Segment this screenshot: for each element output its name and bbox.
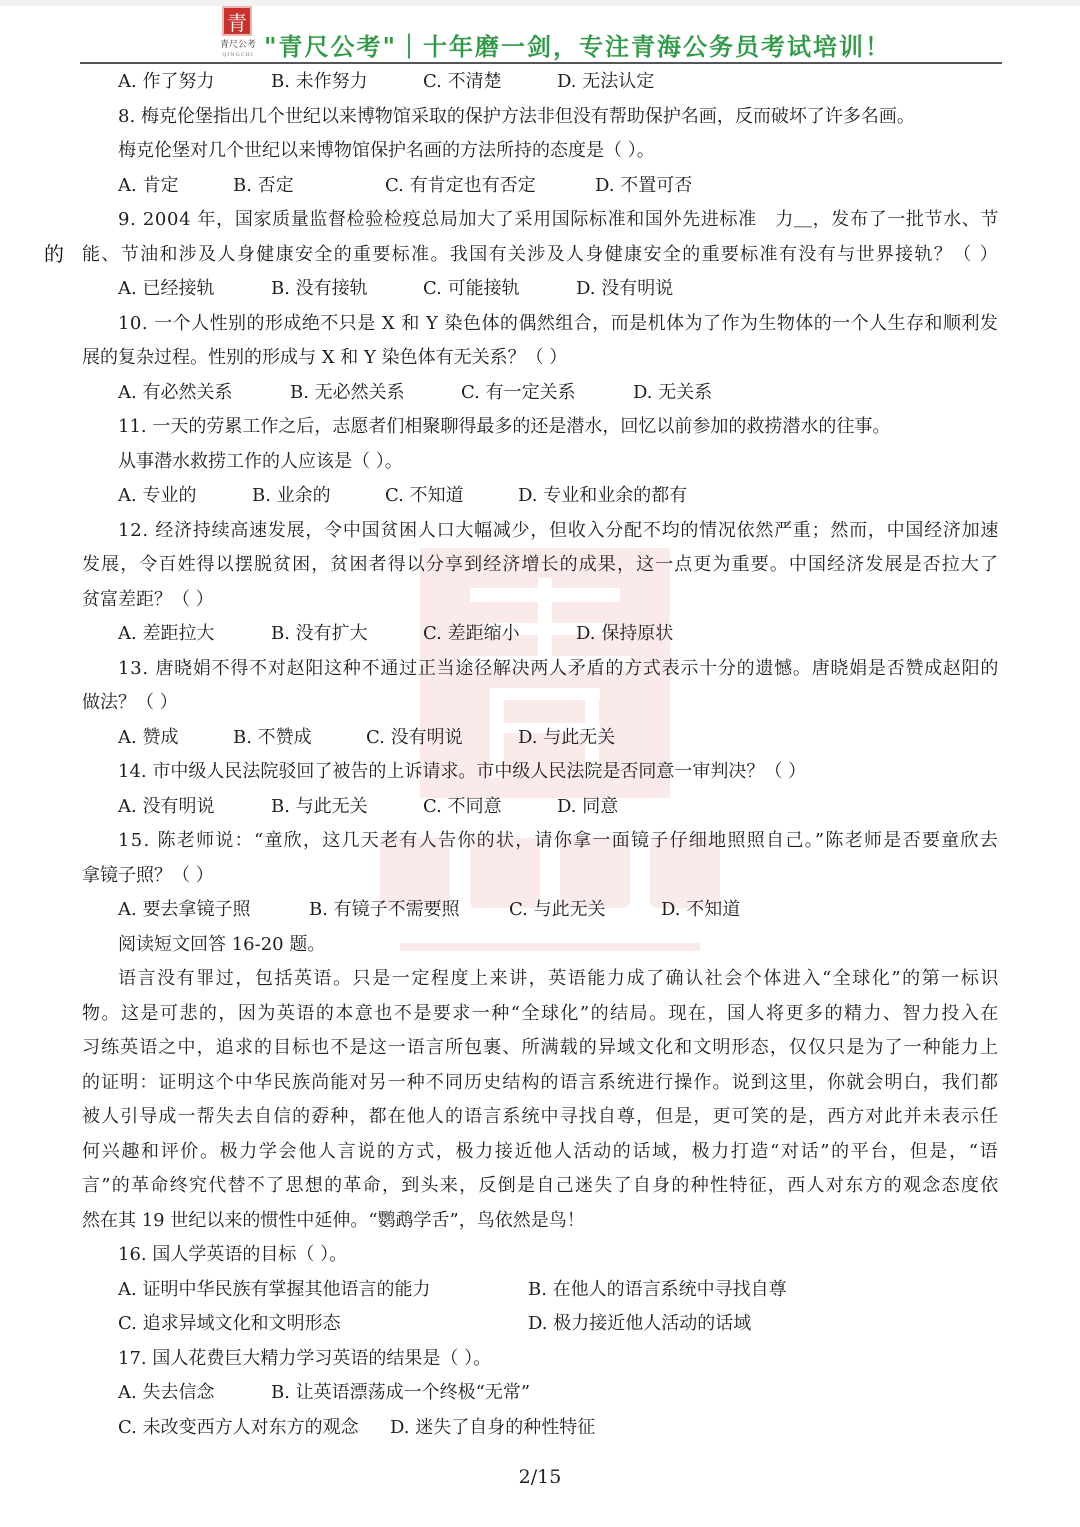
answer-option: D. 同意 bbox=[557, 795, 619, 817]
answer-option: D. 不知道 bbox=[661, 899, 741, 920]
answer-option: A. 失去信念 bbox=[118, 1382, 215, 1403]
answer-option: C. 与此无关 bbox=[509, 899, 606, 920]
answer-option: C. 不知道 bbox=[385, 485, 464, 506]
text-line: 12. 经济持续高速发展，令中国贫困人口大幅减少，但收入分配不均的情况依然严重；然而，中国经济加速 bbox=[118, 519, 1000, 541]
answer-option: B. 否定 bbox=[233, 174, 294, 196]
answer-option: A. 没有明说 bbox=[118, 795, 215, 817]
text-line: 做法？（ ） bbox=[82, 692, 178, 713]
top-bar bbox=[0, 0, 1080, 6]
text-line: 14. 市中级人民法院驳回了被告的上诉请求。市中级人民法院是否同意一审判决？（ ） bbox=[118, 761, 807, 782]
text-line: 拿镜子照？（ ） bbox=[82, 864, 214, 886]
text-line: 的证明：证明这个中华民族尚能对另一种不同历史结构的语言系统进行操作。说到这里，你就会明白，我们都 bbox=[82, 1071, 1000, 1093]
answer-option: C. 没有明说 bbox=[366, 726, 463, 748]
answer-option: D. 无关系 bbox=[633, 381, 713, 403]
handwritten-mark: 的 bbox=[44, 242, 64, 266]
answer-option: C. 有一定关系 bbox=[461, 381, 576, 403]
answer-option: D. 与此无关 bbox=[518, 726, 616, 748]
logo-name: 青尺公考 bbox=[219, 40, 256, 50]
answer-option: A. 赞成 bbox=[118, 726, 179, 748]
answer-option: A. 肯定 bbox=[118, 174, 179, 196]
answer-option: A. 证明中华民族有掌握其他语言的能力 bbox=[118, 1278, 431, 1300]
answer-option: D. 专业和业余的都有 bbox=[518, 485, 688, 506]
text-line: 10. 一个人性别的形成绝不只是 X 和 Y 染色体的偶然组合，而是机体为了作为生物体的一个人生存和顺利发 bbox=[118, 312, 999, 334]
answer-option: C. 可能接轨 bbox=[423, 278, 520, 299]
answer-option: C. 差距缩小 bbox=[423, 623, 520, 644]
text-line: 13. 唐晓娟不得不对赵阳这种不通过正当途径解决两人矛盾的方式表示十分的遗憾。唐晓娟是否赞成赵阳的 bbox=[118, 657, 1000, 679]
text-line: 9. 2004 年，国家质量监督检验检疫总局加大了采用国际标准和国外先进标准 力＿，发布了一批节水、节 bbox=[118, 209, 1000, 230]
answer-option: B. 不赞成 bbox=[233, 726, 312, 748]
page-number: 2/15 bbox=[518, 1466, 562, 1488]
answer-option: A. 要去拿镜子照 bbox=[118, 899, 251, 920]
answer-option: B. 未作努力 bbox=[271, 71, 368, 92]
answer-option: B. 让英语漂荡成一个终极“无常” bbox=[271, 1382, 531, 1403]
answer-option: A. 专业的 bbox=[118, 485, 197, 506]
answer-option: B. 业余的 bbox=[252, 485, 331, 506]
text-line: 从事潜水救捞工作的人应该是（ ）。 bbox=[118, 450, 403, 472]
answer-option: D. 无法认定 bbox=[557, 71, 655, 92]
answer-option: A. 有必然关系 bbox=[118, 381, 233, 403]
text-line: 梅克伦堡对几个世纪以来博物馆保护名画的方法所持的态度是（ ）。 bbox=[118, 140, 655, 161]
text-line: 习练英语之中，追求的目标也不是这一语言所包裹、所满载的异域文化和文明形态，仅仅只是为了一种能力上 bbox=[82, 1037, 1000, 1058]
answer-option: D. 保持原状 bbox=[576, 623, 674, 644]
text-line: 11. 一天的劳累工作之后，志愿者们相聚聊得最多的还是潜水，回忆以前参加的救捞潜水的往事。 bbox=[118, 416, 891, 437]
watermark-wordmark bbox=[380, 838, 720, 951]
answer-option: D. 迷失了自身的种性特征 bbox=[390, 1416, 596, 1438]
answer-option: B. 有镜子不需要照 bbox=[309, 899, 460, 920]
text-line: 8. 梅克伦堡指出几个世纪以来博物馆采取的保护方法非但没有帮助保护名画，反而破坏了许多名画。 bbox=[118, 105, 915, 127]
answer-option: D. 不置可否 bbox=[595, 174, 693, 196]
answer-option: B. 无必然关系 bbox=[290, 381, 405, 403]
text-line: 15. 陈老师说：“童欣，这几天老有人告你的状，请你拿一面镜子仔细地照照自己。”陈老师是否要童欣去 bbox=[118, 830, 1000, 851]
answer-option: C. 不清楚 bbox=[423, 71, 502, 92]
text-line: 贫富差距？（ ） bbox=[82, 588, 214, 610]
text-line: 何兴趣和评价。极力学会他人言说的方式，极力接近他人活动的话域，极力打造“对话”的平台，但是，“语 bbox=[82, 1140, 1000, 1162]
answer-option: B. 在他人的语言系统中寻找自尊 bbox=[528, 1278, 787, 1300]
text-line: 17. 国人花费巨大精力学习英语的结果是（ ）。 bbox=[118, 1347, 492, 1369]
text-line: 被人引导成一帮失去自信的孬种，都在他人的语言系统中寻找自尊，但是，更可笑的是，西方对此并未表示任 bbox=[82, 1106, 1000, 1127]
text-line: 物。这是可悲的，因为英语的本意也不是要求一种“全球化”的结局。现在，国人将更多的精力、智力投入在 bbox=[82, 1002, 1000, 1024]
answer-option: B. 与此无关 bbox=[271, 795, 368, 817]
answer-option: A. 作了努力 bbox=[118, 71, 215, 92]
text-line: 语言没有罪过，包括英语。只是一定程度上来讲，英语能力成了确认社会个体进入“全球化”的第一标识 bbox=[118, 968, 1000, 989]
answer-option: C. 有肯定也有否定 bbox=[385, 174, 536, 196]
answer-option: D. 极力接近他人活动的话域 bbox=[528, 1313, 752, 1334]
text-line: 展的复杂过程。性别的形成与 X 和 Y 染色体有无关系？（ ） bbox=[82, 347, 568, 368]
text-line: 言”的革命终究代替不了思想的革命，到头来，反倒是自己迷失了自身的种性特征，西人对东方的观念态度依 bbox=[82, 1175, 1000, 1196]
text-line: 然在其 19 世纪以来的惯性中延伸。“鹦鹉学舌”，鸟依然是鸟！ bbox=[82, 1209, 585, 1231]
header-divider bbox=[80, 62, 1002, 64]
answer-option: C. 追求异域文化和文明形态 bbox=[118, 1313, 341, 1334]
logo-icon: 青 bbox=[222, 6, 252, 36]
answer-option: A. 已经接轨 bbox=[118, 278, 215, 299]
answer-option: B. 没有接轨 bbox=[271, 278, 368, 299]
header-slogan: "青尺公考"｜十年磨一剑，专注青海公务员考试培训！ bbox=[264, 32, 892, 61]
text-line: 阅读短文回答 16-20 题。 bbox=[118, 933, 326, 955]
text-line: 16. 国人学英语的目标（ ）。 bbox=[118, 1244, 348, 1265]
text-line: 发展，令百姓得以摆脱贫困，贫困者得以分享到经济增长的成果，这一点更为重要。中国经济发展是否拉大了 bbox=[82, 554, 1000, 575]
answer-option: B. 没有扩大 bbox=[271, 623, 368, 644]
answer-option: D. 没有明说 bbox=[576, 278, 674, 299]
answer-option: C. 未改变西方人对东方的观念 bbox=[118, 1416, 359, 1438]
answer-option: C. 不同意 bbox=[423, 795, 502, 817]
logo-en: QINGCHI bbox=[222, 52, 254, 58]
answer-option: A. 差距拉大 bbox=[118, 623, 215, 644]
text-line: 能、节油和涉及人身健康安全的重要标准。我国有关涉及人身健康安全的重要标准有没有与世界接轨？（ ） bbox=[82, 243, 1000, 265]
